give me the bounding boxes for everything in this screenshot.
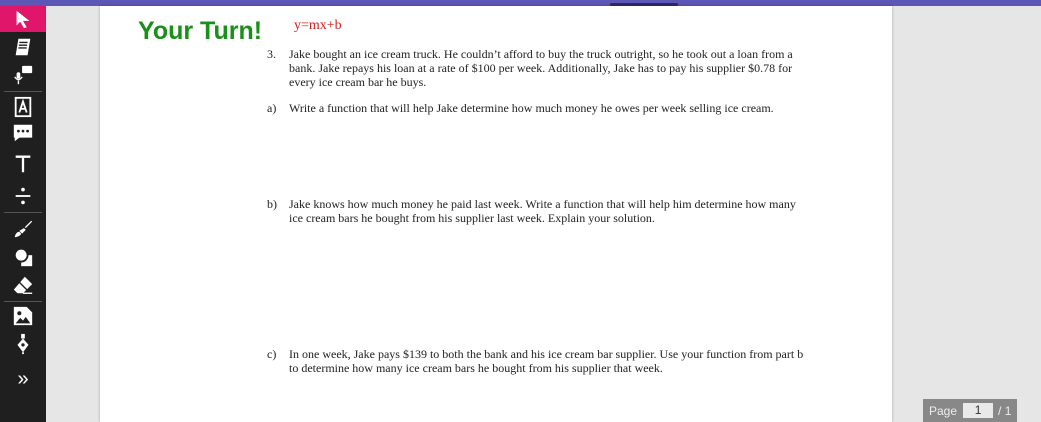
comment-icon xyxy=(12,122,34,144)
pen-tool-button[interactable] xyxy=(0,216,46,242)
toolbar-divider xyxy=(4,212,42,213)
eraser-tool-button[interactable] xyxy=(0,272,46,298)
document-viewer[interactable] xyxy=(46,6,1041,422)
comment-tool-button[interactable] xyxy=(0,120,46,146)
page-label: Page xyxy=(929,403,958,418)
notebook-icon xyxy=(12,36,34,58)
voice-comment-tool-button[interactable] xyxy=(0,62,46,88)
text-icon xyxy=(12,153,34,175)
add-image-icon xyxy=(12,305,34,327)
eraser-icon xyxy=(12,274,34,296)
question-number: 3. xyxy=(267,47,276,61)
pen-tool-alt-button[interactable] xyxy=(0,331,46,357)
expand-toolbar-button[interactable] xyxy=(0,366,46,392)
shapes-tool-button[interactable] xyxy=(0,244,46,270)
highlighter-tool-button[interactable] xyxy=(0,94,46,120)
select-tool-button[interactable] xyxy=(0,6,46,32)
highlighter-icon xyxy=(12,96,34,118)
page-number-input[interactable]: 1 xyxy=(963,403,993,418)
math-icon xyxy=(12,185,34,207)
select-icon xyxy=(12,8,34,30)
shapes-icon xyxy=(12,246,34,268)
voice-comment-icon xyxy=(12,64,34,86)
page-indicator xyxy=(923,399,1017,422)
annotation-toolbar xyxy=(0,6,46,422)
question-text: Jake bought an ice cream truck. He couldn’t afford to buy the truck outright, so he took out a loan from a bank. Jake repays his loan at a rate of $100 per week. Additionally, Jake has to pay his supplier $0.78 for every ice cream bar he buys. xyxy=(289,47,793,89)
math-tool-button[interactable] xyxy=(0,183,46,209)
page-total: / 1 xyxy=(998,403,1012,418)
pen-tool-icon xyxy=(12,333,34,355)
document-page[interactable] xyxy=(100,6,892,422)
pen-icon xyxy=(12,218,34,240)
question-text: Write a function that will help Jake determine how much money he owes per week selling ice cream. xyxy=(289,101,774,115)
your-turn-heading: Your Turn! xyxy=(138,17,263,45)
question-number: b) xyxy=(267,197,277,211)
question-number: c) xyxy=(267,347,277,361)
toolbar-divider xyxy=(4,301,42,302)
question-text: Jake knows how much money he paid last week. Write a function that will help him determine how many ice cream bars he bought from his supplier last week. Explain your solution. xyxy=(289,197,796,225)
question-text: In one week, Jake pays $139 to both the bank and his ice cream bar supplier. Use your function from part b to determine how many ice cream bars he bought from his supplier that week. xyxy=(289,347,804,375)
text-tool-button[interactable] xyxy=(0,151,46,177)
expand-icon: » xyxy=(17,367,29,390)
formula-annotation: y=mx+b xyxy=(294,18,342,33)
toolbar-divider xyxy=(4,91,42,92)
question-number: a) xyxy=(267,101,277,115)
add-image-tool-button[interactable] xyxy=(0,303,46,329)
notebook-tool-button[interactable] xyxy=(0,34,46,60)
